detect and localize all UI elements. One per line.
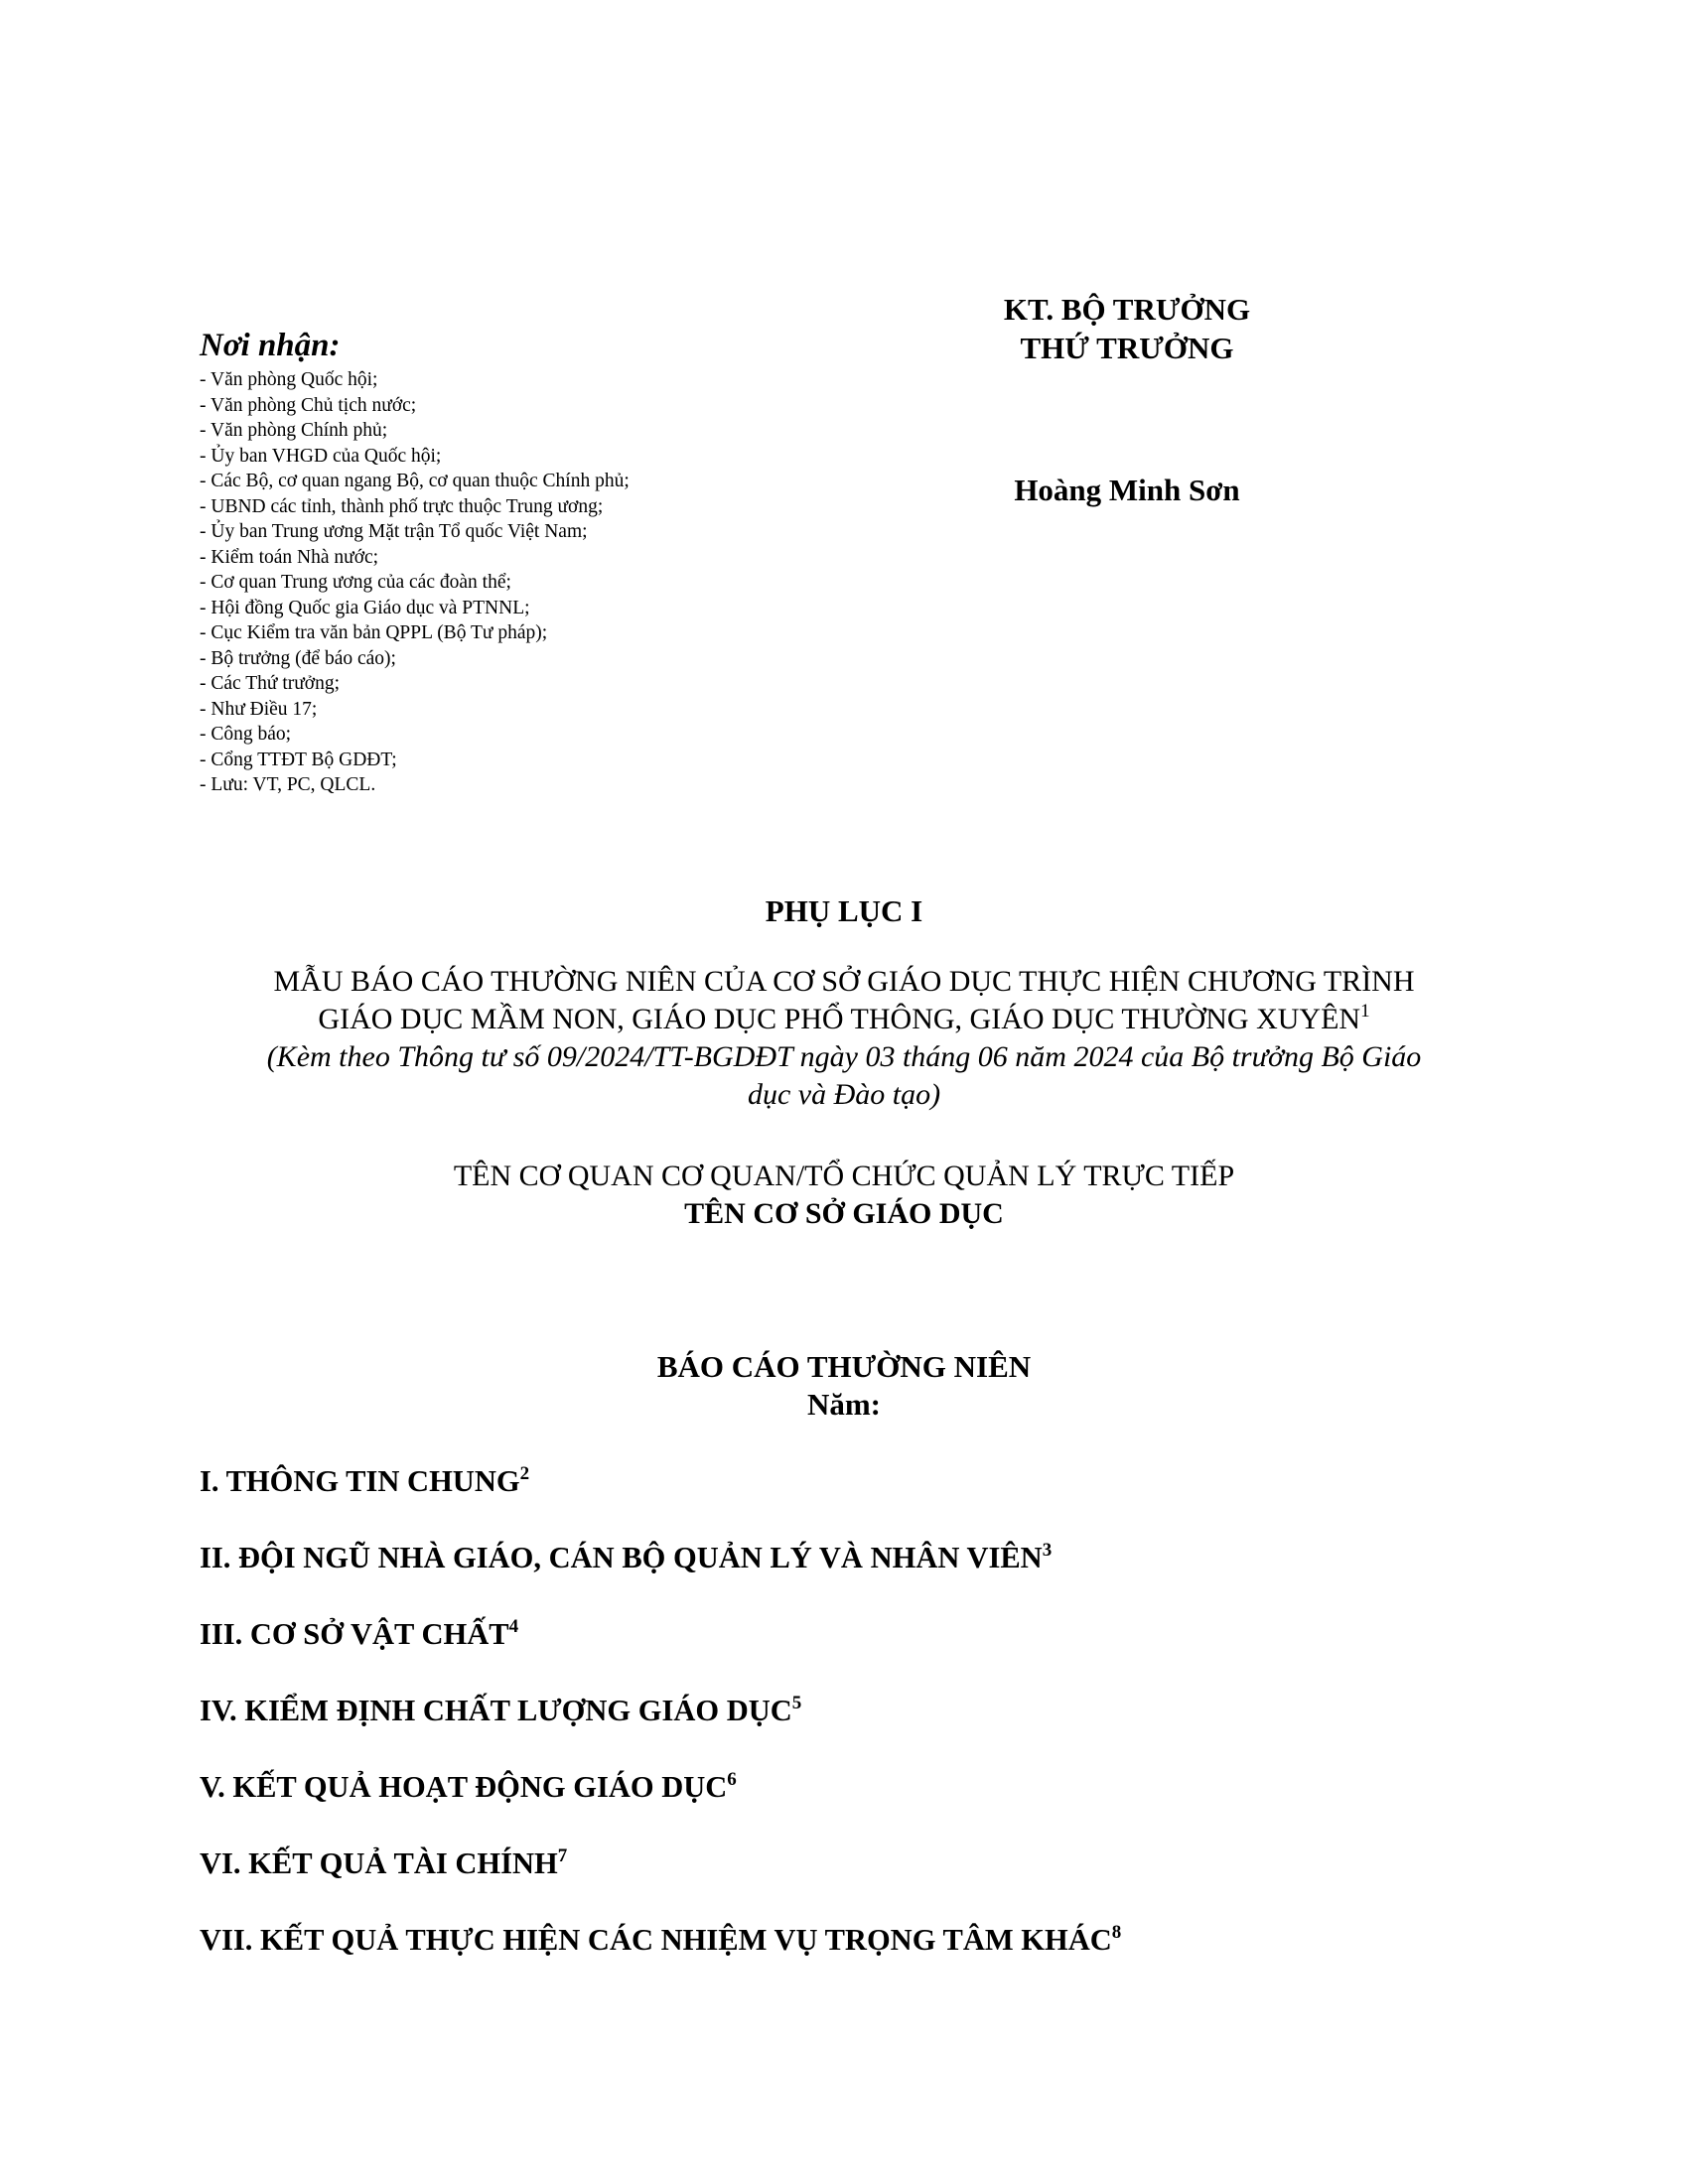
list-item: - Lưu: VT, PC, QLCL. [200,774,376,795]
section-heading [200,1843,1540,1920]
recipients-block [200,326,795,798]
list-item: - Như Điều 17; [200,698,318,720]
section-label: I. THÔNG TIN CHUNG [200,1464,520,1498]
appendix-desc-text: GIÁO DỤC MẦM NON, GIÁO DỤC PHỔ THÔNG, GIÁO DỤC THƯỜNG XUYÊN [318,1003,1361,1035]
organization-name: TÊN CƠ SỞ GIÁO DỤC [684,1197,1004,1230]
list-item: - Cơ quan Trung ương của các đoàn thể; [200,572,511,593]
footnote-ref[interactable]: 5 [791,1693,802,1713]
report-heading [149,1348,1539,1424]
organization-block [149,1158,1539,1233]
appendix-note-line: dục và Đào tạo) [747,1078,941,1111]
list-item: - Văn phòng Quốc hội; [200,369,378,390]
list-item: - Bộ trưởng (để báo cáo); [200,647,396,669]
recipients-heading: Nơi nhận: [200,328,341,363]
footnote-ref[interactable]: 7 [557,1845,568,1866]
footnote-ref[interactable]: 1 [1360,1001,1370,1022]
section-heading [200,1691,1540,1767]
section-heading [200,1920,1540,1996]
list-item: - Cổng TTĐT Bộ GDĐT; [200,749,397,770]
section-heading [200,1538,1540,1614]
section-label: V. KẾT QUẢ HOẠT ĐỘNG GIÁO DỤC [200,1770,728,1804]
appendix-description [149,963,1539,1114]
signature-block [909,290,1345,509]
list-item: - Ủy ban VHGD của Quốc hội; [200,445,442,467]
list-item: - Các Bộ, cơ quan ngang Bộ, cơ quan thuộc Chính phủ; [200,471,630,491]
footnote-ref[interactable]: 6 [727,1769,737,1790]
list-item: - Văn phòng Chính phủ; [200,420,388,441]
footnote-ref[interactable]: 8 [1111,1922,1122,1943]
appendix-desc-line: MẪU BÁO CÁO THƯỜNG NIÊN CỦA CƠ SỞ GIÁO DỤC THỰC HIỆN CHƯƠNG TRÌNH [273,965,1415,998]
appendix-desc-line [149,1001,1539,1038]
list-item: - Văn phòng Chủ tịch nước; [200,394,417,416]
report-sections [200,1461,1540,1996]
section-label: II. ĐỘI NGŨ NHÀ GIÁO, CÁN BỘ QUẢN LÝ VÀ NHÂN VIÊN [200,1541,1043,1574]
section-heading [200,1461,1540,1538]
signature-title: KT. BỘ TRƯỞNG [1003,292,1251,327]
section-heading [200,1767,1540,1843]
signature-position: THỨ TRƯỞNG [1020,331,1234,365]
section-label: III. CƠ SỞ VẬT CHẤT [200,1617,509,1651]
footnote-ref[interactable]: 4 [508,1616,519,1637]
list-item: - Kiểm toán Nhà nước; [200,546,379,568]
report-title: BÁO CÁO THƯỜNG NIÊN [656,1349,1032,1384]
section-label: IV. KIỂM ĐỊNH CHẤT LƯỢNG GIÁO DỤC [200,1694,792,1727]
section-label: VII. KẾT QUẢ THỰC HIỆN CÁC NHIỆM VỤ TRỌNG TÂM KHÁC [200,1923,1112,1957]
recipients-list [200,367,795,798]
list-item: - Các Thứ trưởng; [200,673,341,694]
appendix-note-line: (Kèm theo Thông tư số 09/2024/TT-BGDĐT ngày 03 tháng 06 năm 2024 của Bộ trưởng Bộ Giáo [266,1040,1422,1073]
section-heading [200,1614,1540,1691]
parent-organization: TÊN CƠ QUAN CƠ QUAN/TỔ CHỨC QUẢN LÝ TRỰC TIẾP [453,1160,1235,1192]
list-item: - Hội đồng Quốc gia Giáo dục và PTNNL; [200,597,530,618]
appendix-title: PHỤ LỤC I [765,893,923,928]
list-item: - Cục Kiểm tra văn bản QPPL (Bộ Tư pháp); [200,622,548,643]
report-year: Năm: [806,1387,882,1422]
section-label: VI. KẾT QUẢ TÀI CHÍNH [200,1846,558,1880]
list-item: - UBND các tỉnh, thành phố trực thuộc Trung ương; [200,495,604,517]
footnote-ref[interactable]: 2 [519,1463,530,1484]
signer-name: Hoàng Minh Sơn [1014,473,1240,507]
footnote-ref[interactable]: 3 [1042,1540,1053,1561]
list-item: - Công báo; [200,724,292,745]
list-item: - Ủy ban Trung ương Mặt trận Tổ quốc Việt Nam; [200,521,588,542]
